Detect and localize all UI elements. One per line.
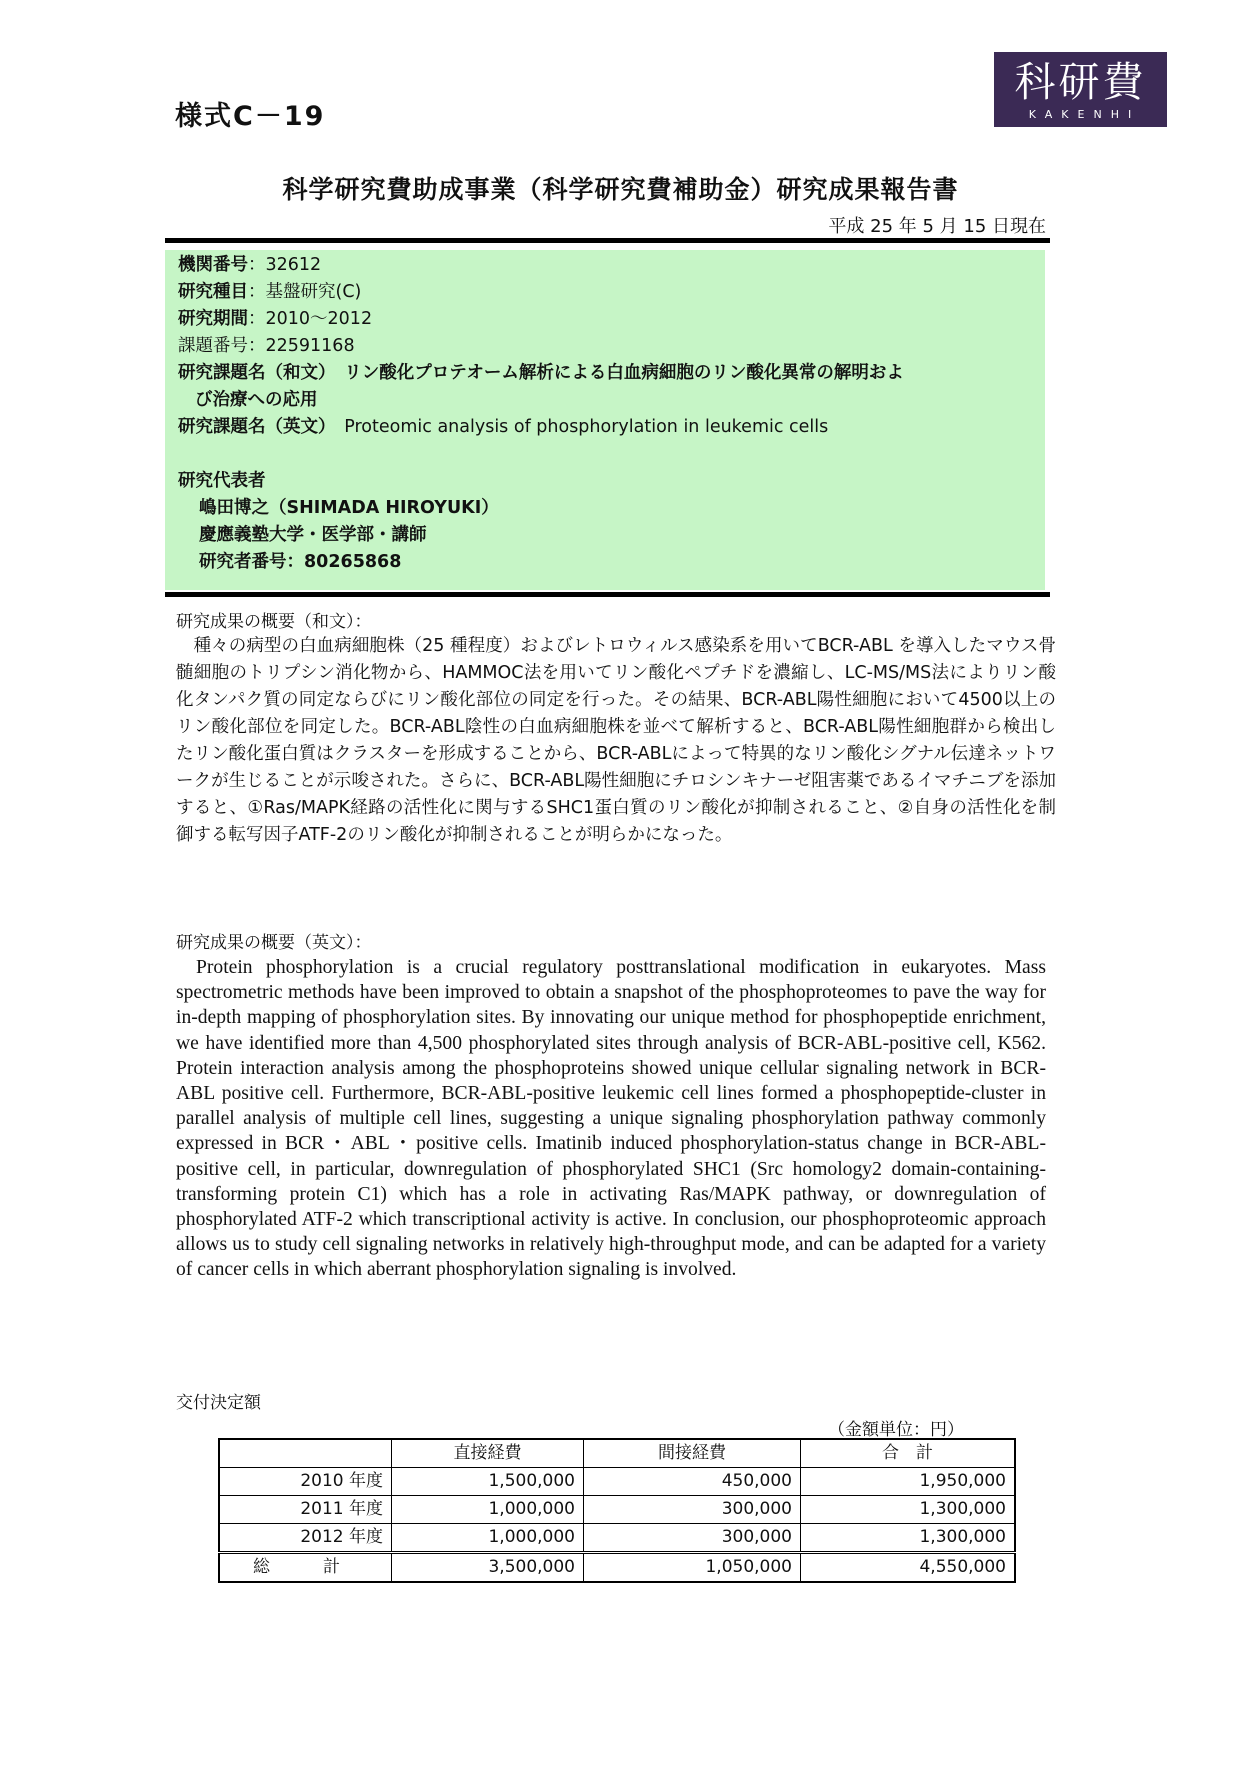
- summary-en-text: [176, 955, 1046, 1283]
- rep-label: 研究代表者: [178, 471, 266, 491]
- period-label: 研究期間: [178, 309, 248, 329]
- table-cell: 1,500,000: [392, 1468, 584, 1496]
- table-row: [219, 1524, 1015, 1553]
- title-jp-label: 研究課題名（和文）: [178, 363, 327, 383]
- table-cell: 1,000,000: [392, 1524, 584, 1553]
- title-en-label: 研究課題名（英文）: [178, 417, 327, 437]
- table-cell: 450,000: [584, 1468, 801, 1496]
- summary-en-paragraph: Protein phosphorylation is a crucial regulatory posttranslational modification in eukaryotes. Mass spectrometric methods have been improved to obtain a snapshot of the phosphoproteomes to pave the way for in-depth mapping of phosphorylation sites. By innovating our unique method for phosphopeptide enrichment, we have identified more than 4,500 phosphorylated sites through analysis of BCR-ABL-positive cell, K562. Protein interaction analysis among the phosphoproteins showed unique cellular signaling network in BCR-ABL positive cell. Furthermore, BCR-ABL-positive leukemic cell lines formed a phosphopeptide-cluster in parallel analysis of multiple cell lines, suggesting a unique signaling phosphorylation pathway commonly expressed in BCR・ABL・positive cells. Imatinib induced phosphorylation-status change in BCR-ABL-positive cell, in particular, downregulation of phosphorylated SHC1 (Src homology2 domain-containing-transforming protein C1) which has a role in activating Ras/MAPK pathway, or downregulation of phosphorylated ATF-2 which transcriptional activity is active. In conclusion, our phosphoproteomic approach allows us to study cell signaling networks in relatively high-throughput mode, and can be adapted for a variety of cancer cells in which aberrant phosphorylation signaling is involved.: [176, 957, 1046, 1281]
- table-row: [219, 1468, 1015, 1496]
- table-cell: 総 計: [219, 1553, 392, 1583]
- form-id: 様式C－19: [175, 101, 326, 132]
- logo-kanji: 科研費: [1014, 58, 1147, 106]
- category-value: ：基盤研究(C): [248, 282, 362, 302]
- institution-label: 機関番号: [178, 255, 248, 275]
- table-total-row: [219, 1553, 1015, 1583]
- logo-roman: KAKENHI: [1028, 108, 1141, 121]
- rep-name: 嶋田博之（SHIMADA HIROYUKI）: [199, 498, 499, 518]
- project-no-value: ：22591168: [248, 336, 355, 356]
- period-value: ：2010～2012: [248, 309, 373, 329]
- table-cell: 2010 年度: [219, 1468, 392, 1496]
- project-no-label: 課題番号: [178, 336, 248, 356]
- grant-unit-label: （金額単位：円）: [828, 1420, 964, 1440]
- rep-number: 研究者番号：80265868: [199, 552, 402, 572]
- kakenhi-logo: [994, 52, 1167, 127]
- table-row: [219, 1496, 1015, 1524]
- table-cell: 300,000: [584, 1524, 801, 1553]
- table-cell: 2011 年度: [219, 1496, 392, 1524]
- document-title: 科学研究費助成事業（科学研究費補助金）研究成果報告書: [282, 175, 959, 204]
- title-jp-value-2: び治療への応用: [195, 390, 318, 410]
- title-en-value: Proteomic analysis of phosphorylation in leukemic cells: [326, 417, 829, 437]
- table-cell: 1,050,000: [584, 1553, 801, 1583]
- title-en-row: [178, 414, 828, 441]
- period-row: [178, 306, 372, 333]
- summary-jp-heading: 研究成果の概要（和文）：: [176, 612, 372, 632]
- title-jp-value-1: リン酸化プロテオーム解析による白血病細胞のリン酸化異常の解明およ: [326, 363, 904, 383]
- table-cell: 1,000,000: [392, 1496, 584, 1524]
- table-header-row: [219, 1439, 1015, 1468]
- project-no-row: [178, 333, 355, 360]
- table-header-cell: 直接経費: [392, 1439, 584, 1468]
- category-label: 研究種目: [178, 282, 248, 302]
- rep-affiliation: 慶應義塾大学・医学部・講師: [199, 525, 427, 545]
- summary-jp-text: [176, 633, 1056, 849]
- grant-table: [218, 1438, 1016, 1583]
- institution-row: [178, 252, 321, 279]
- top-rule: [165, 238, 1050, 243]
- summary-en-heading: 研究成果の概要（英文）：: [176, 933, 372, 953]
- institution-value: ：32612: [248, 255, 322, 275]
- table-cell: 1,300,000: [801, 1524, 1016, 1553]
- table-cell: 4,550,000: [801, 1553, 1016, 1583]
- category-row: [178, 279, 361, 306]
- title-jp-row: [178, 360, 904, 387]
- grant-amount-label: 交付決定額: [176, 1393, 261, 1413]
- project-info-box: [165, 250, 1045, 590]
- table-cell: 1,300,000: [801, 1496, 1016, 1524]
- table-cell: 3,500,000: [392, 1553, 584, 1583]
- table-cell: 2012 年度: [219, 1524, 392, 1553]
- table-cell: 1,950,000: [801, 1468, 1016, 1496]
- table-cell: 300,000: [584, 1496, 801, 1524]
- table-header-cell: 合 計: [801, 1439, 1016, 1468]
- table-header-cell: 間接経費: [584, 1439, 801, 1468]
- summary-jp-paragraph: 種々の病型の白血病細胞株（25 種程度）およびレトロウィルス感染系を用いてBCR-ABL を導入したマウス骨髄細胞のトリプシン消化物から、HAMMOC法を用いてリン酸化ペプチドを濃縮し、LC-MS/MS法によりリン酸化タンパク質の同定ならびにリン酸化部位の同定を行った。その結果、BCR-ABL陽性細胞において4500以上のリン酸化部位を同定した。BCR-ABL陰性の白血病細胞株を並べて解析すると、BCR-ABL陽性細胞群から検出したリン酸化蛋白質はクラスターを形成することから、BCR-ABLによって特異的なリン酸化シグナル伝達ネットワークが生じることが示唆された。さらに、BCR-ABL陽性細胞にチロシンキナーゼ阻害薬であるイマチニブを添加すると、①Ras/MAPK経路の活性化に関与するSHC1蛋白質のリン酸化が抑制されること、②自身の活性化を制御する転写因子ATF-2のリン酸化が抑制されることが明らかになった。: [176, 636, 1056, 845]
- report-date: 平成 25 年 5 月 15 日現在: [828, 216, 1046, 237]
- table-header-cell: [219, 1439, 392, 1468]
- box-bottom-rule: [165, 592, 1050, 597]
